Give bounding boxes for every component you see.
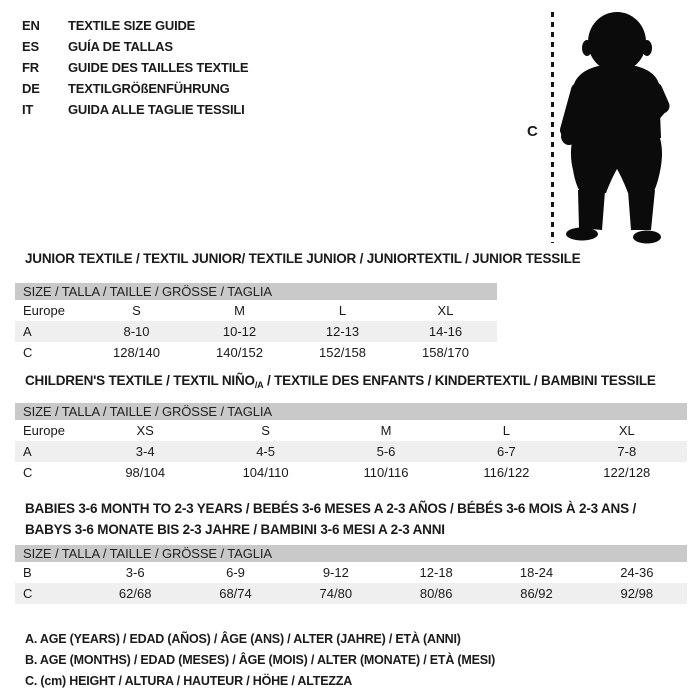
language-title: GUIDE DES TAILLES TEXTILE xyxy=(68,60,249,75)
language-row-en xyxy=(22,15,248,36)
height-cell: 128/140 xyxy=(113,345,160,360)
babies-title-line1: BABIES 3-6 MONTH TO 2-3 YEARS / BEBÉS 3-6 MESES A 2-3 AÑOS / BÉBÉS 3-6 MOIS À 2-3 ANS / xyxy=(25,501,636,516)
age-cell: 3-4 xyxy=(135,444,155,459)
language-list xyxy=(22,15,248,120)
language-title: TEXTILGRÖßENFÜHRUNG xyxy=(68,81,230,96)
language-title: TEXTILE SIZE GUIDE xyxy=(68,18,196,33)
row-label: A xyxy=(23,324,32,339)
table-row-months xyxy=(15,562,687,583)
row-label: B xyxy=(23,565,32,580)
months-cell: 3-6 xyxy=(125,565,145,580)
age-cell: 14-16 xyxy=(428,324,463,339)
table-row-height xyxy=(15,583,687,604)
language-title: GUIDA ALLE TAGLIE TESSILI xyxy=(68,102,245,117)
row-label: C xyxy=(23,465,33,480)
size-cell: XL xyxy=(618,423,635,438)
size-header-bar: SIZE / TALLA / TAILLE / GRÖSSE / TAGLIA xyxy=(15,283,497,300)
language-title: GUÍA DE TALLAS xyxy=(68,39,173,54)
row-label: Europe xyxy=(23,303,65,318)
toddler-silhouette-icon xyxy=(545,6,700,251)
table-row-europe xyxy=(15,420,687,441)
age-cell: 7-8 xyxy=(617,444,637,459)
children-size-table xyxy=(15,403,687,483)
age-cell: 4-5 xyxy=(256,444,275,459)
months-cell: 6-9 xyxy=(226,565,245,580)
table-row-age xyxy=(15,321,497,342)
row-label: A xyxy=(23,444,32,459)
height-cell: 110/116 xyxy=(363,465,409,480)
height-cell: 158/170 xyxy=(422,345,469,360)
height-cell: 152/158 xyxy=(319,345,366,360)
language-row-fr xyxy=(22,57,248,78)
row-label: C xyxy=(23,345,33,360)
size-cell: XL xyxy=(437,303,454,318)
children-section-title xyxy=(25,373,656,390)
children-title-subscript: /A xyxy=(254,380,264,390)
size-cell: S xyxy=(132,303,141,318)
age-cell: 8-10 xyxy=(123,324,150,339)
language-row-de xyxy=(22,78,248,99)
table-row-age xyxy=(15,441,687,462)
junior-size-table xyxy=(15,283,497,363)
babies-title-line2: BABYS 3-6 MONATE BIS 2-3 JAHRE / BAMBINI 3-6 MESI A 2-3 ANNI xyxy=(25,522,445,537)
language-row-it xyxy=(22,99,248,120)
footnote-a: A. AGE (YEARS) / EDAD (AÑOS) / ÂGE (ANS) / ALTER (JAHRE) / ETÀ (ANNI) xyxy=(25,632,461,646)
size-cell: M xyxy=(234,303,245,318)
size-cell: XS xyxy=(136,423,154,438)
height-cell: 62/68 xyxy=(118,586,152,601)
row-label: C xyxy=(23,586,33,601)
size-cell: S xyxy=(261,423,270,438)
footnote-c: C. (cm) HEIGHT / ALTURA / HAUTEUR / HÖHE / ALTEZZA xyxy=(25,674,353,688)
size-cell: L xyxy=(338,303,347,318)
footnote-b: B. AGE (MONTHS) / EDAD (MESES) / ÂGE (MOIS) / ALTER (MONATE) / ETÀ (MESI) xyxy=(25,653,496,667)
height-measure-label: C xyxy=(527,123,538,140)
height-cell: 122/128 xyxy=(603,465,651,480)
height-cell: 74/80 xyxy=(319,586,353,601)
language-row-es xyxy=(22,36,248,57)
size-header-bar: SIZE / TALLA / TAILLE / GRÖSSE / TAGLIA xyxy=(15,545,687,562)
months-cell: 18-24 xyxy=(519,565,554,580)
size-cell: M xyxy=(380,423,392,438)
row-label: Europe xyxy=(23,423,65,438)
size-header-bar: SIZE / TALLA / TAILLE / GRÖSSE / TAGLIA xyxy=(15,403,687,420)
table-row-height xyxy=(15,342,497,363)
language-code: EN xyxy=(22,18,40,33)
language-code: FR xyxy=(22,60,39,75)
height-cell: 86/92 xyxy=(520,586,553,601)
age-cell: 5-6 xyxy=(376,444,396,459)
babies-section-title xyxy=(25,498,636,540)
height-cell: 140/152 xyxy=(216,345,263,360)
babies-size-table xyxy=(15,545,687,604)
months-cell: 9-12 xyxy=(322,565,349,580)
children-title-text: / TEXTILE DES ENFANTS / KINDERTEXTIL / BAMBINI TESSILE xyxy=(263,373,656,388)
height-cell: 68/74 xyxy=(219,586,252,601)
height-cell: 92/98 xyxy=(620,586,654,601)
height-cell: 98/104 xyxy=(125,465,166,480)
language-code: IT xyxy=(22,102,34,117)
footnotes xyxy=(25,629,495,692)
language-code: DE xyxy=(22,81,40,96)
children-title-text: CHILDREN'S TEXTILE / TEXTIL NIÑO xyxy=(25,373,255,388)
junior-section-title: JUNIOR TEXTILE / TEXTIL JUNIOR/ TEXTILE JUNIOR / JUNIORTEXTIL / JUNIOR TESSILE xyxy=(25,251,581,266)
age-cell: 12-13 xyxy=(325,324,360,339)
months-cell: 12-18 xyxy=(419,565,453,580)
age-cell: 10-12 xyxy=(222,324,257,339)
table-row-height xyxy=(15,462,687,483)
height-cell: 104/110 xyxy=(242,465,289,480)
table-row-europe xyxy=(15,300,497,321)
size-cell: L xyxy=(502,423,510,438)
height-cell: 80/86 xyxy=(419,586,453,601)
months-cell: 24-36 xyxy=(620,565,654,580)
age-cell: 6-7 xyxy=(496,444,516,459)
height-figure xyxy=(500,0,700,260)
height-cell: 116/122 xyxy=(483,465,530,480)
language-code: ES xyxy=(22,39,39,54)
